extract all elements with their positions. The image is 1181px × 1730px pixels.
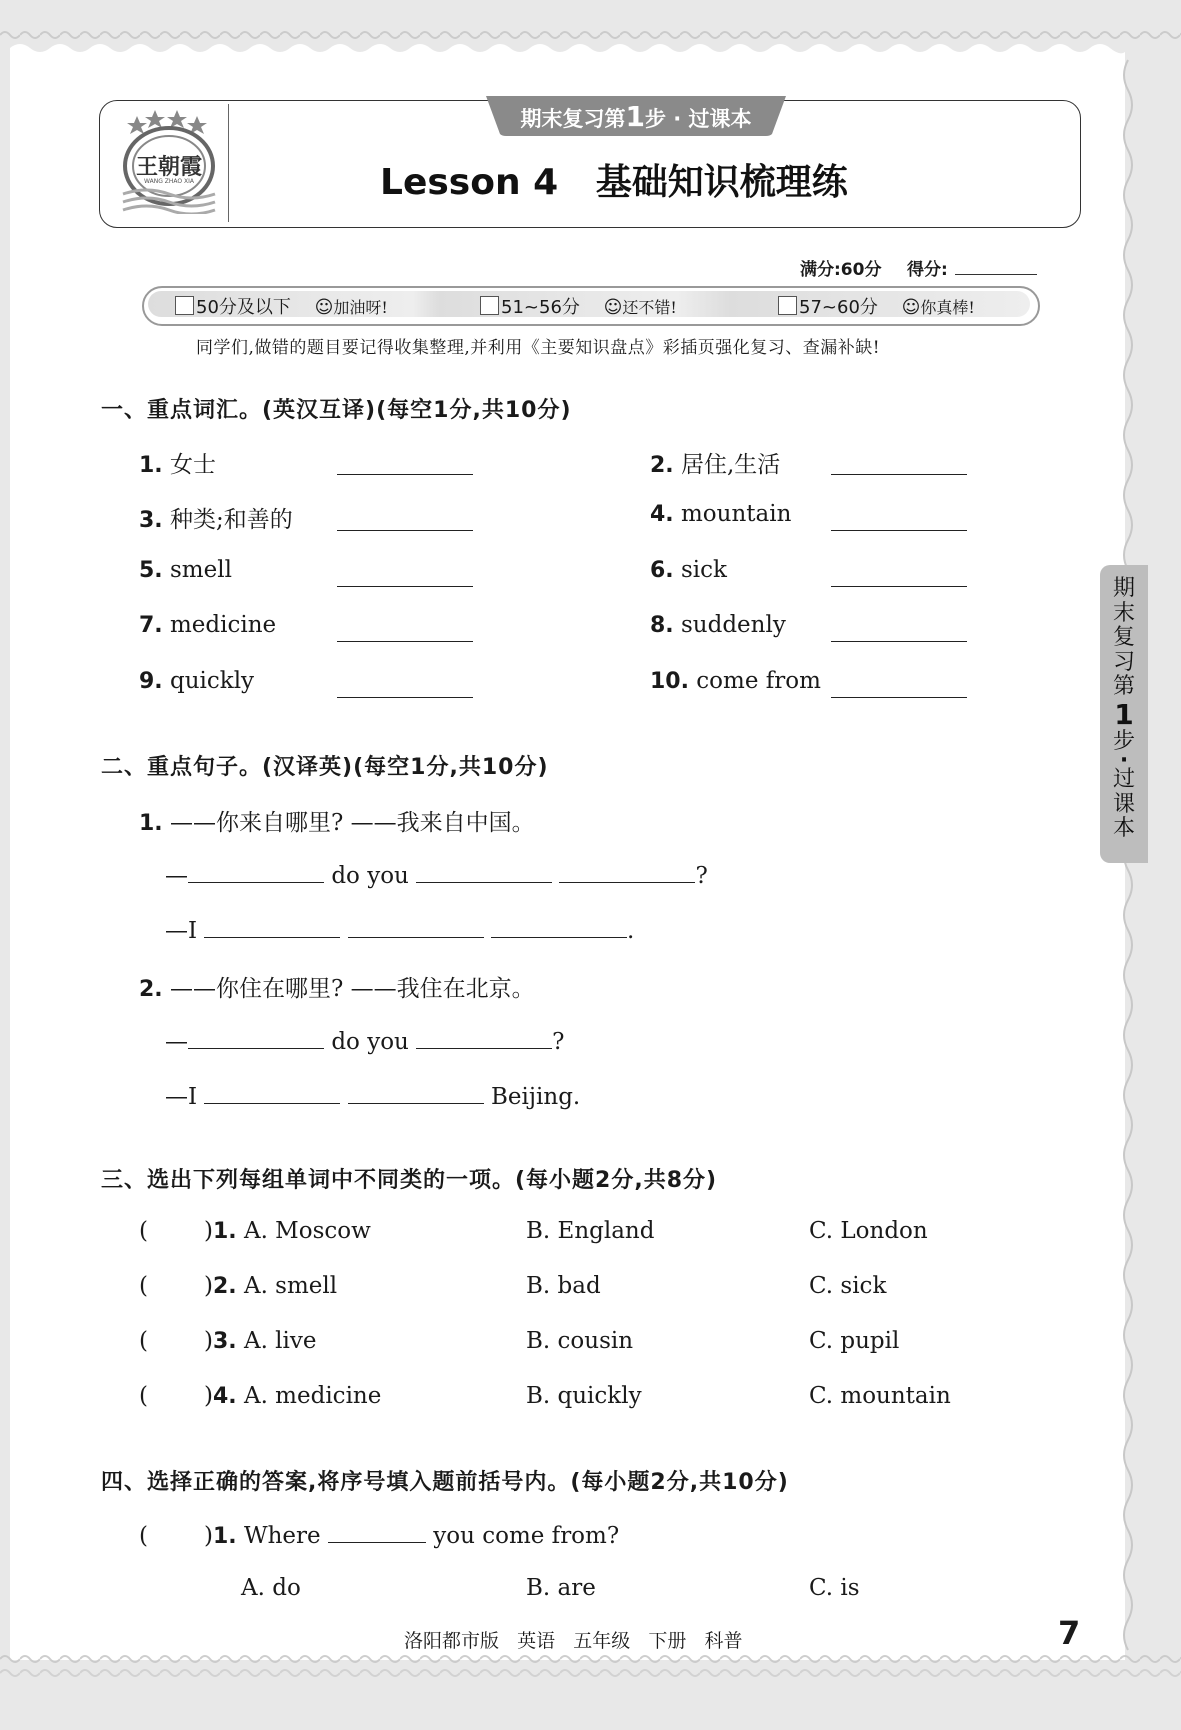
rating-range: 57~60分: [799, 297, 878, 318]
answer-blank[interactable]: [348, 1081, 484, 1104]
item-number: 2.: [650, 453, 674, 478]
rating-checkbox[interactable]: [480, 296, 499, 315]
question-pre: Where: [243, 1523, 321, 1549]
fixed-text: —I: [165, 1084, 198, 1110]
item-number: 9.: [139, 669, 163, 694]
mc-option-a: A. do: [241, 1575, 301, 1601]
option-b: B. England: [526, 1218, 655, 1244]
item-number: 3.: [139, 508, 163, 533]
side-tab-char: 期: [1112, 576, 1135, 601]
option-b: B. bad: [526, 1273, 601, 1299]
option-c: C. mountain: [809, 1383, 951, 1409]
answer-blank[interactable]: [348, 915, 484, 938]
answer-blank[interactable]: [337, 530, 473, 531]
rating-range: 51~56分: [501, 297, 580, 318]
page-number: 7: [1058, 1614, 1081, 1652]
banner-text-pre: 期末复习第: [520, 107, 626, 131]
item-number: 1.: [139, 811, 163, 836]
item-text: mountain: [680, 501, 792, 527]
item-number: 1.: [212, 1524, 237, 1549]
vocab-item-2: [650, 446, 780, 479]
answer-blank[interactable]: [204, 1081, 340, 1104]
item-number: 6.: [650, 558, 674, 583]
item-number: 8.: [650, 613, 674, 638]
vocab-item-1: [139, 446, 216, 479]
logo-subtext: WANG ZHAO XIA: [144, 178, 194, 185]
sentence-2-line-2: [165, 1081, 580, 1110]
paren-close: ): [203, 1328, 213, 1354]
option-a: A. Moscow: [243, 1218, 371, 1244]
side-tab-char: 复: [1112, 625, 1135, 650]
fixed-text: do you: [331, 863, 409, 889]
sentence-1-prompt: [139, 804, 535, 837]
option-a: A. medicine: [243, 1383, 382, 1409]
question-mark: ?: [695, 863, 708, 889]
rating-item-1: [175, 293, 388, 319]
mc-option-b: B. are: [526, 1575, 596, 1601]
score-full: 满分:60分: [800, 260, 882, 280]
answer-blank[interactable]: [831, 697, 967, 698]
item-number: 5.: [139, 558, 163, 583]
answer-blank[interactable]: [328, 1520, 426, 1543]
side-tab-char: ·: [1119, 748, 1129, 773]
question-mark: ?: [552, 1029, 565, 1055]
item-text: medicine: [169, 612, 277, 638]
answer-blank[interactable]: [188, 1026, 324, 1049]
option-c: C. pupil: [809, 1328, 900, 1354]
rating-checkbox[interactable]: [778, 296, 797, 315]
item-number: 3.: [212, 1329, 237, 1354]
smiley-icon: ☺: [901, 297, 921, 318]
answer-blank[interactable]: [204, 915, 340, 938]
rating-comment: 加油呀!: [333, 298, 388, 317]
paren-open[interactable]: (: [139, 1523, 148, 1549]
answer-blank[interactable]: [831, 586, 967, 587]
option-c: C. London: [809, 1218, 928, 1244]
paren-open[interactable]: (: [139, 1273, 148, 1299]
item-number: 7.: [139, 613, 163, 638]
header-divider: [228, 104, 229, 222]
mc-option-c: C. is: [809, 1575, 860, 1601]
choice-row-4: [139, 1383, 979, 1409]
choice-row-2: [139, 1273, 979, 1299]
option-c: C. sick: [809, 1273, 887, 1299]
answer-blank[interactable]: [337, 641, 473, 642]
rating-range: 50分及以下: [196, 297, 291, 318]
dash: —: [165, 1029, 188, 1055]
side-tab-char: 1: [1114, 697, 1134, 731]
prompt-text: ——你来自哪里? ——我来自中国。: [169, 810, 535, 836]
item-text: 种类;和善的: [169, 507, 293, 533]
answer-blank[interactable]: [337, 586, 473, 587]
option-b: B. cousin: [526, 1328, 634, 1354]
answer-blank[interactable]: [831, 641, 967, 642]
item-text: 女士: [169, 452, 216, 478]
item-number: 2.: [139, 977, 163, 1002]
paren-close: ): [203, 1273, 213, 1299]
answer-blank[interactable]: [416, 860, 552, 883]
answer-blank[interactable]: [831, 474, 967, 475]
period: .: [627, 918, 635, 944]
answer-blank[interactable]: [831, 530, 967, 531]
side-tab-char: 步: [1112, 728, 1135, 754]
side-tab-char: 过: [1112, 767, 1135, 792]
vocab-item-7: [139, 612, 276, 638]
sentence-2-prompt: [139, 970, 535, 1003]
prompt-text: ——你住在哪里? ——我住在北京。: [169, 976, 535, 1002]
item-number: 4.: [650, 502, 674, 527]
score-blank[interactable]: [955, 274, 1037, 275]
answer-blank[interactable]: [188, 860, 324, 883]
mc-question-1: [139, 1520, 619, 1549]
score-label: 得分:: [907, 260, 948, 280]
brand-logo: [117, 106, 221, 214]
section-4-title: 四、选择正确的答案,将序号填入题前括号内。(每小题2分,共10分): [101, 1470, 789, 1495]
page-title: Lesson 4 基础知识梳理练: [380, 162, 848, 203]
choice-row-1: [139, 1218, 979, 1244]
paren-close: ): [203, 1523, 213, 1549]
banner-step-number: 1: [625, 100, 645, 133]
answer-blank[interactable]: [337, 474, 473, 475]
paren-close: ): [203, 1218, 213, 1244]
logo-text: 王朝霞: [135, 154, 202, 180]
question-post: you come from?: [433, 1523, 620, 1549]
vocab-item-9: [139, 668, 254, 694]
item-text: smell: [169, 557, 232, 583]
fixed-text: —I: [165, 918, 198, 944]
side-tab-char: 习: [1112, 649, 1135, 675]
side-tab-char: 本: [1112, 816, 1135, 841]
item-number: 4.: [212, 1384, 237, 1409]
answer-blank[interactable]: [337, 697, 473, 698]
dash: —: [165, 863, 188, 889]
choice-row-3: [139, 1328, 979, 1354]
fixed-text: Beijing.: [491, 1084, 581, 1110]
item-text: 居住,生活: [680, 452, 781, 478]
sentence-1-line-2: [165, 915, 634, 944]
item-number: 2.: [212, 1274, 237, 1299]
vocab-item-5: [139, 557, 232, 583]
notice-text: 同学们,做错的题目要记得收集整理,并利用《主要知识盘点》彩插页强化复习、查漏补缺!: [196, 338, 881, 358]
section-2-title: 二、重点句子。(汉译英)(每空1分,共10分): [101, 755, 549, 780]
item-text: sick: [680, 557, 727, 583]
item-text: quickly: [169, 668, 255, 694]
side-tab-text: [1100, 577, 1148, 842]
fixed-text: do you: [331, 1029, 409, 1055]
item-number: 10.: [650, 669, 689, 694]
footer-edition: 洛阳都市版 英语 五年级 下册 科普: [404, 1630, 743, 1652]
answer-blank[interactable]: [559, 860, 695, 883]
section-3-title: 三、选出下列每组单词中不同类的一项。(每小题2分,共8分): [101, 1168, 718, 1193]
option-a: A. live: [243, 1328, 317, 1354]
rating-comment: 你真棒!: [920, 298, 975, 317]
answer-blank[interactable]: [491, 915, 627, 938]
paren-open[interactable]: (: [139, 1383, 148, 1409]
option-b: B. quickly: [526, 1383, 642, 1409]
smiley-icon: ☺: [603, 297, 623, 318]
rating-comment: 还不错!: [622, 298, 677, 317]
item-text: come from: [696, 668, 821, 694]
paren-open[interactable]: (: [139, 1218, 148, 1244]
sentence-1-line-1: [165, 860, 708, 889]
banner-text-post: 步 · 过课本: [644, 107, 752, 131]
paren-close: ): [203, 1383, 213, 1409]
vocab-item-6: [650, 557, 727, 583]
rating-item-2: [480, 293, 677, 319]
paren-open[interactable]: (: [139, 1328, 148, 1354]
option-a: A. smell: [243, 1273, 338, 1299]
item-number: 1.: [212, 1219, 237, 1244]
item-number: 1.: [139, 453, 163, 478]
vocab-item-3: [139, 501, 293, 534]
vocab-item-10: [650, 668, 821, 694]
sentence-2-line-1: [165, 1026, 565, 1055]
answer-blank[interactable]: [416, 1026, 552, 1049]
side-tab-char: 第: [1112, 674, 1135, 699]
item-text: suddenly: [680, 612, 786, 638]
side-tab-char: 课: [1112, 791, 1135, 817]
side-tab-char: 末: [1112, 600, 1135, 626]
smiley-icon: ☺: [314, 297, 334, 318]
rating-checkbox[interactable]: [175, 296, 194, 315]
vocab-item-8: [650, 612, 786, 638]
header-banner: [486, 96, 786, 136]
side-tab: [1100, 565, 1148, 863]
rating-item-3: [778, 293, 975, 319]
section-1-title: 一、重点词汇。(英汉互译)(每空1分,共10分): [101, 398, 572, 423]
vocab-item-4: [650, 501, 791, 527]
